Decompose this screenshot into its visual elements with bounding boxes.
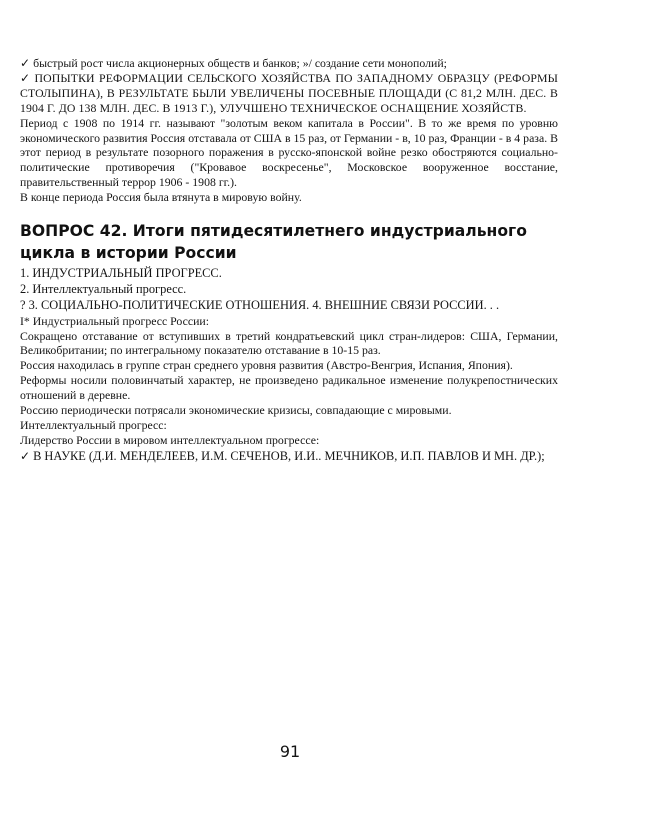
document-page	[20, 56, 558, 464]
lag-paragraph: Сокращено отставание от вступивших в третий кондратьевский цикл стран-лидеров: США, Германии, Великобритании; по интегральному показателю отставание в 10-15 раз.	[20, 328, 558, 358]
bullet-growth-text: быстрый рост числа акционерных обществ и банков; »/ создание сети монополий;	[33, 56, 447, 70]
bullet-growth	[20, 56, 558, 71]
science-bullet	[20, 448, 558, 464]
science-bullet-text: В НАУКЕ (Д.И. МЕНДЕЛЕЕВ, И.М. СЕЧЕНОВ, И.И.. МЕЧНИКОВ, И.П. ПАВЛОВ И МН. ДР.);	[33, 448, 545, 463]
page-number: 91	[279, 742, 301, 761]
group-paragraph: Россия находилась в группе стран среднего уровня развития (Австро-Венгрия, Испания, Япония).	[20, 358, 513, 373]
checkmark-icon: ✓	[20, 70, 32, 85]
checkmark-icon: ✓	[20, 56, 31, 70]
list-item-social: ? 3. СОЦИАЛЬНО-ПОЛИТИЧЕСКИЕ ОТНОШЕНИЯ. 4. ВНЕШНИЕ СВЯЗИ РОССИИ. . .	[20, 298, 500, 313]
crises-paragraph: Россию периодически потрясали экономические кризисы, совпадающие с мировыми.	[20, 403, 452, 418]
bullet-reforms-text: ПОПЫТКИ РЕФОРМАЦИИ СЕЛЬСКОГО ХОЗЯЙСТВА ПО ЗАПАДНОМУ ОБРАЗЦУ (РЕФОРМЫ СТОЛЫПИНА), В РЕЗУЛЬТАТЕ БЫЛИ УВЕЛИЧЕНЫ ПОСЕВНЫЕ ПЛОЩАДИ (С 81,2 МЛН. ДЕС. В 1904 Г. ДО 138 МЛН. ДЕС. В 1913 Г.), УЛУЧШЕНО ТЕХНИЧЕСКОЕ ОСНАЩЕНИЕ ХОЗЯЙСТВ.	[20, 70, 558, 115]
list-item-industrial: 1. ИНДУСТРИАЛЬНЫЙ ПРОГРЕСС.	[20, 266, 222, 281]
industrial-heading: I* Индустриальный прогресс России:	[20, 313, 209, 328]
list-item-intellectual: 2. Интеллектуальный прогресс.	[20, 282, 187, 297]
period-paragraph: Период с 1908 по 1914 гг. называют "золотым веком капитала в России". В то же время по уровню экономического развития Россия отставала от США в 15 раз, от Германии - в, 10 раз, Франции - в 4 раза. В этот период в результате позорного поражения в русско-японской войне резко обостряются социально-политические противоречия ("Кровавое воскресенье", Московское вооруженное восстание, правительственный террор 1906 - 1908 гг.).	[20, 115, 558, 190]
intellectual-heading: Интеллектуальный прогресс:	[20, 418, 167, 433]
leadership-paragraph: Лидерство России в мировом интеллектуальном прогрессе:	[20, 432, 320, 447]
bullet-reforms	[20, 71, 558, 116]
question-heading: ВОПРОС 42. Итоги пятидесятилетнего индустриального цикла в истории России	[20, 222, 527, 263]
reforms-paragraph: Реформы носили половинчатый характер, не произведено радикальное изменение полукрепостнических отношений в деревне.	[20, 373, 558, 403]
checkmark-icon: ✓	[20, 448, 31, 463]
end-period-paragraph: В конце периода Россия была втянута в мировую войну.	[20, 190, 302, 205]
